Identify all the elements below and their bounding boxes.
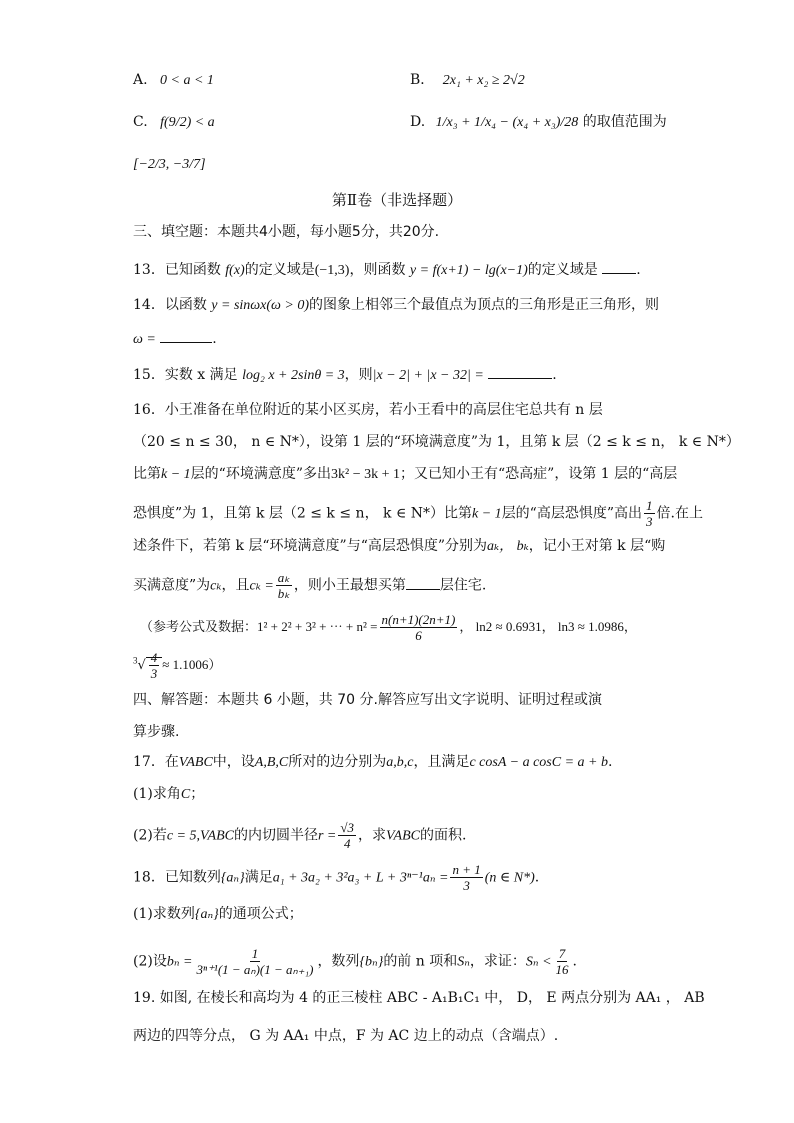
question-18-part2 — [133, 946, 577, 977]
question-19-line1 — [133, 988, 705, 1008]
q16-l6e: ，则小王最想买第 — [293, 577, 406, 594]
q16-num: 16． — [133, 402, 165, 418]
q16-l3d: 3k² − 3k + 1 — [331, 467, 400, 482]
q16-l6f: 层住宅. — [439, 577, 487, 594]
radical-icon: √ — [137, 658, 146, 673]
q15-pre: 实数 x 满足 — [164, 367, 238, 383]
q16-l5a: 述条件下，若第 k 层“环境满意度”与“高层恐惧度”分别为 — [133, 538, 488, 554]
option-d-suffix: 的取值范围为 — [582, 114, 667, 130]
q15-post: ，则 — [344, 367, 373, 383]
q16-ck-den: bₖ — [277, 586, 290, 601]
q16-fraction — [644, 498, 655, 529]
q13-f: f(x) — [225, 263, 245, 278]
q18-p1b: {aₙ} — [194, 907, 219, 922]
q18-frac-den: 3 — [463, 878, 470, 893]
question-13: 13．已知函数 f(x)的定义域是(−1,3)，则函数 y = f(x+1) − lg(x−1)的定义域是 . — [133, 258, 641, 281]
q16-ck-fraction — [276, 570, 292, 601]
question-14-line2: ω = . — [133, 327, 217, 350]
q17-frac-den: 4 — [343, 836, 351, 851]
q14-pre: 以函数 — [164, 297, 207, 313]
question-18 — [133, 862, 539, 893]
option-a-text: 0 < a < 1 — [160, 73, 214, 88]
q17-pre: 在 — [164, 754, 179, 770]
option-b-text: 2x₁ + x₂ ≥ 2√2 — [442, 73, 525, 88]
q13-expr: y = f(x+1) − lg(x−1) — [409, 263, 528, 278]
q16-l4d: 倍.在上 — [656, 505, 703, 522]
q17-p2a: (2)若 — [133, 827, 167, 844]
q18-cond: (n ∈ N*) — [484, 870, 535, 886]
question-14 — [133, 295, 659, 316]
option-c — [133, 112, 215, 133]
option-d-range — [133, 155, 206, 175]
option-a — [133, 70, 214, 91]
q18-end: . — [534, 869, 540, 886]
q16-l4b: k − 1 — [472, 506, 502, 522]
question-18-part1 — [133, 904, 303, 925]
q18-eq: a₁ + 3a₂ + 3²a₃ + L + 3ⁿ⁻¹aₙ = — [272, 870, 449, 886]
q16-ref-num: n(n+1)(2n+1) — [381, 612, 456, 627]
q16-l2: （20 ≤ n ≤ 30， n ∈ N*），设第 1 层的“环境满意度”为 1，且第 k 层（2 ≤ k ≤ n， k ∈ N*） — [133, 434, 740, 450]
q19-l1: 19. 如图, 在棱长和高均为 4 的正三棱柱 ABC - A₁B₁C₁ 中， D， E 两点分别为 AA₁ ， AB — [133, 990, 705, 1006]
question-16-line5 — [133, 536, 665, 557]
option-c-text: f(9/2) < a — [160, 115, 215, 130]
part2-title: 第Ⅱ卷（非选择题） — [331, 191, 463, 209]
q16-ref-c: ≈ 1.1006） — [162, 657, 222, 672]
q17-eq: c cosA − a cosC = a + b — [469, 755, 608, 770]
question-16-line2 — [133, 432, 740, 452]
q14-num: 14． — [133, 297, 165, 313]
q16-l4c: 层的“高层恐惧度”高出 — [501, 505, 643, 522]
q17-p2b: c = 5,VABC — [166, 828, 234, 844]
q16-ref-b: ， ln2 ≈ 0.6931， ln3 ≈ 1.0986， — [459, 619, 637, 634]
q18-p2c: ，数列 — [317, 953, 360, 970]
q15-expr2: |x − 2| + |x − 32| = — [372, 368, 484, 383]
q16-l6a: 买满意度”为 — [133, 577, 211, 594]
option-d-label: D. — [410, 114, 426, 130]
q14-post: 的图象上相邻三个最值点为顶点的三角形是正三角形，则 — [309, 297, 660, 313]
section4-heading-line1: 四、解答题：本题共 6 小题，共 70 分.解答应写出文字说明、证明过程或演 — [133, 692, 602, 708]
q13-mid2: ，则函数 — [349, 262, 406, 278]
q13-num: 13． — [133, 262, 165, 278]
q16-root-den: 3 — [150, 666, 158, 681]
q15-num: 15． — [133, 367, 165, 383]
q16-l6b: cₖ — [210, 578, 222, 594]
q16-l3b: k − 1 — [161, 467, 191, 482]
q18-sn-den: 16 — [555, 962, 569, 977]
question-15: 15．实数 x 满足 log₂ x + 2sinθ = 3，则|x − 2| + |x − 32| = . — [133, 363, 557, 386]
section4-heading-line2: 算步骤. — [133, 724, 180, 740]
q18-bn-num: 1 — [251, 946, 259, 961]
q17-p1b: C — [180, 787, 191, 802]
q13-domain: (−1,3) — [314, 263, 350, 278]
option-a-label: A. — [133, 72, 148, 88]
q18-seq: {aₙ} — [220, 870, 245, 886]
q16-root-num: 4 — [150, 650, 158, 665]
q17-mid3: ，且满足 — [413, 754, 470, 770]
option-b — [410, 70, 525, 91]
q13-post: 的定义域是 — [527, 262, 598, 278]
q19-l2: 两边的四等分点， G 为 AA₁ 中点，F 为 AC 边上的动点（含端点）. — [133, 1028, 559, 1044]
q16-ref-fraction — [380, 612, 458, 643]
q17-frac-num: √3 — [340, 820, 355, 835]
q14-expr: y = sinωx(ω > 0) — [211, 298, 310, 313]
q16-ck-num: aₖ — [277, 570, 290, 585]
option-c-label: C. — [133, 114, 148, 130]
q16-frac-den: 3 — [646, 514, 653, 529]
q16-answer-blank[interactable] — [406, 574, 440, 590]
q13-answer-blank[interactable] — [602, 258, 636, 274]
q16-root-fraction — [149, 650, 160, 681]
q16-ref-a: （参考公式及数据：1² + 2² + 3² + ⋯ + n² = — [140, 619, 378, 634]
q16-frac-num: 1 — [646, 498, 653, 513]
q17-p2f: VABC — [386, 828, 420, 844]
q16-ref-den: 6 — [415, 628, 422, 643]
question-16-line6 — [133, 570, 486, 601]
q18-sn-num: 7 — [558, 946, 566, 961]
q18-bn-den: 3ⁿ⁺¹(1 − aₙ)(1 − aₙ₊₁) — [196, 962, 314, 977]
q18-p2f: Sₙ — [457, 954, 470, 970]
q17-end: . — [608, 754, 613, 770]
q17-sides: a,b,c — [386, 755, 414, 770]
q18-frac-num: n + 1 — [452, 862, 481, 877]
q18-p1c: 的通项公式； — [218, 906, 303, 922]
q18-num: 18． — [133, 869, 165, 886]
q17-abc: A,B,C — [254, 755, 289, 770]
q18-fraction — [450, 862, 482, 893]
q17-p1c: ； — [190, 786, 205, 802]
q18-p2e: 的前 n 项和 — [383, 953, 458, 970]
q17-p2c: 的内切圆半径 — [233, 827, 318, 844]
q15-expr: log₂ x + 2sinθ = 3 — [242, 368, 345, 383]
q18-p2i: . — [572, 953, 577, 970]
question-16-reference — [140, 612, 637, 643]
question-16-line4 — [133, 498, 703, 529]
q14-answer-blank[interactable] — [160, 327, 212, 343]
q14-omega: ω = — [133, 332, 156, 347]
q16-l5b: aₖ， bₖ — [487, 539, 529, 554]
question-17 — [133, 752, 612, 773]
q16-l3a: 比第 — [133, 466, 161, 482]
q18-pre: 已知数列 — [164, 869, 221, 886]
question-19-line2 — [133, 1026, 558, 1046]
q15-answer-blank[interactable] — [488, 363, 552, 379]
q17-p2d: r = — [317, 828, 337, 844]
question-17-part2 — [133, 820, 466, 851]
q16-l4a: 恐惧度”为 1，且第 k 层（2 ≤ k ≤ n， k ∈ N*）比第 — [133, 505, 473, 522]
q16-l5c: ，记小王对第 k 层“购 — [528, 538, 666, 554]
q13-mid: 的定义域是 — [244, 262, 315, 278]
q18-p2b: bₙ = — [166, 954, 193, 970]
q16-l3c: 层的“环境满意度”多出 — [190, 466, 331, 482]
q17-p2g: 的面积. — [419, 827, 467, 844]
q17-mid2: 所对的边分别为 — [288, 754, 387, 770]
q18-bn-fraction — [194, 946, 315, 977]
q17-tri: VABC — [178, 755, 213, 770]
q17-fraction — [338, 820, 356, 851]
q18-p2h: Sₙ < — [525, 954, 552, 970]
q18-sn-fraction — [554, 946, 571, 977]
q16-l3e: ；又已知小王有“恐高症”，设第 1 层的“高层 — [400, 466, 678, 482]
q16-l1: 小王准备在单位附近的某小区买房，若小王看中的高层住宅总共有 n 层 — [164, 402, 603, 418]
q16-l6d: cₖ = — [249, 578, 274, 594]
question-16-reference-2 — [133, 650, 221, 681]
q18-p2d: {bₙ} — [359, 954, 384, 970]
option-d-text: 1/x₃ + 1/x₄ − (x₄ + x₃)/28 — [435, 115, 579, 130]
q13-pre: 已知函数 — [164, 262, 221, 278]
question-17-part1 — [133, 784, 204, 805]
option-d — [410, 112, 667, 133]
q17-mid: 中，设 — [212, 754, 255, 770]
range-text: [−2/3, −3/7] — [133, 157, 206, 172]
q18-p2g: ，求证： — [469, 953, 526, 970]
question-16-line3 — [133, 464, 677, 485]
q18-mid: 满足 — [244, 869, 273, 886]
q16-root-index: 3 — [133, 655, 138, 666]
question-16-line1 — [133, 400, 603, 420]
q18-p1a: (1)求数列 — [133, 906, 195, 922]
q16-l6c: ，且 — [221, 577, 250, 594]
option-b-label: B． — [410, 72, 435, 88]
q18-p2a: (2)设 — [133, 953, 167, 970]
section3-heading: 三、填空题：本题共4小题，每小题5分，共20分. — [133, 224, 440, 240]
q17-p1: (1)求角 — [133, 786, 181, 802]
q17-num: 17． — [133, 754, 165, 770]
q17-p2e: ，求 — [358, 827, 387, 844]
